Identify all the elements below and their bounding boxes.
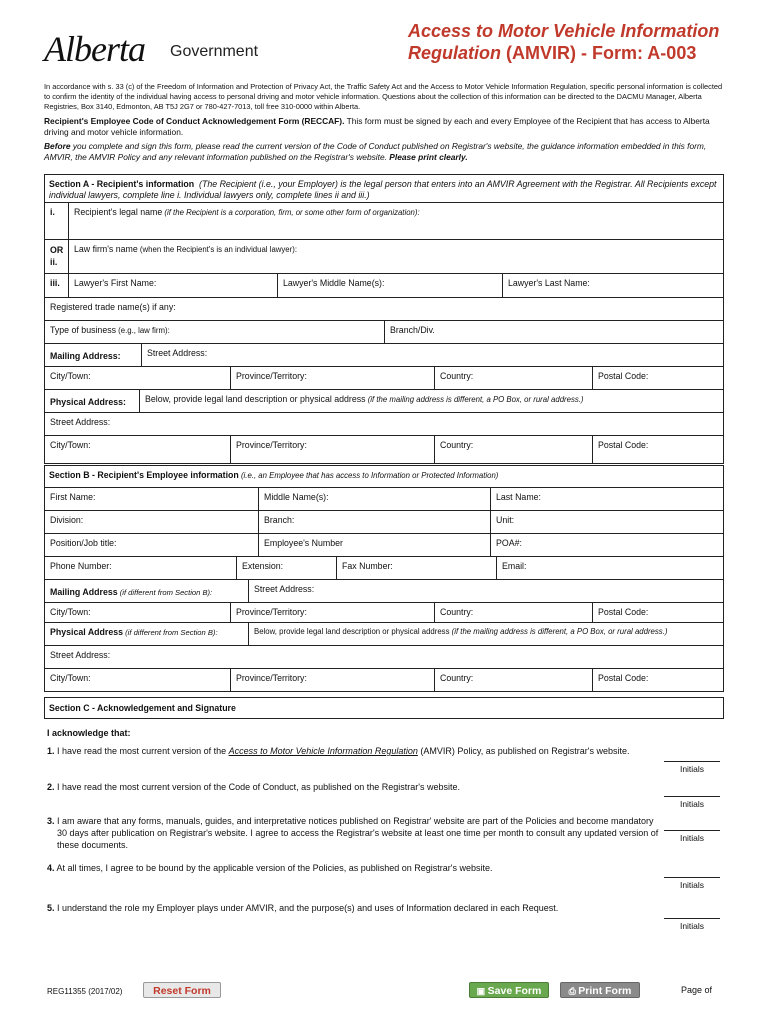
employee-physical-province-field[interactable]: Province/Territory: bbox=[231, 669, 435, 691]
section-b-header: Section B - Recipient's Employee information (i.e., an Employee that has access to Information or Protected Information) bbox=[45, 466, 723, 488]
physical-city-field[interactable]: City/Town: bbox=[45, 436, 231, 463]
ack-item-4: 4. At all times, I agree to be bound by the applicable version of the Policies, as published on Registrar's website. bbox=[47, 863, 493, 873]
employee-number-field[interactable]: Employee's Number bbox=[259, 534, 491, 557]
employee-email-field[interactable]: Email: bbox=[497, 557, 723, 580]
government-label: Government bbox=[170, 43, 259, 60]
section-b bbox=[44, 465, 724, 692]
employee-middle-name-field[interactable]: Middle Name(s): bbox=[259, 488, 491, 511]
employee-physical-note: Below, provide legal land description or physical address (if the mailing address is different, a PO Box, or rural address.) bbox=[249, 623, 723, 646]
recipient-legal-name-field[interactable]: Recipient's legal name (if the Recipient is a corporation, firm, or some other form of organization): bbox=[69, 203, 723, 240]
employee-physical-street-field[interactable]: Street Address: bbox=[45, 646, 723, 669]
ack-item-3: 3. I am aware that any forms, manuals, guides, and interpretative notices published on Registrar' website are part of the Policies and become mandatory 30 days after publication on Registrar's website. I agree to access the Registrar's website at least one time per month to consult any updated version of these documents. bbox=[47, 816, 659, 850]
employee-mailing-country-field[interactable]: Country: bbox=[435, 603, 593, 623]
initials-field-4[interactable]: Initials bbox=[664, 877, 720, 890]
employee-mailing-label: Mailing Address (if different from Section B): bbox=[45, 580, 249, 603]
section-c-header: Section C - Acknowledgement and Signature bbox=[44, 697, 724, 719]
employee-phone-field[interactable]: Phone Number: bbox=[45, 557, 237, 580]
before-instructions: Before you complete and sign this form, please read the current version of the Code of Conduct published on Registrar's website, the guidance information embedded in this form, AMVIR, the AMVIR Policy and any relevant information published on the Registrar's website. Please print clearly. bbox=[44, 141, 707, 162]
physical-country-field[interactable]: Country: bbox=[435, 436, 593, 463]
lawyer-last-name-field[interactable]: Lawyer's Last Name: bbox=[503, 274, 723, 298]
mailing-postal-field[interactable]: Postal Code: bbox=[593, 367, 723, 390]
employee-fax-field[interactable]: Fax Number: bbox=[337, 557, 497, 580]
physical-postal-field[interactable]: Postal Code: bbox=[598, 440, 649, 450]
ack-item-1: 1. I have read the most current version of the Access to Motor Vehicle Information Regulation (AMVIR) Policy, as published on Registrar's website. bbox=[47, 746, 630, 756]
employee-physical-country-field[interactable]: Country: bbox=[435, 669, 593, 691]
initials-field-1[interactable]: Initials bbox=[664, 761, 720, 774]
alberta-logo: Alberta bbox=[44, 29, 145, 69]
law-firm-name-field[interactable]: Law firm's name (when the Recipient's is an individual lawyer): bbox=[69, 240, 723, 274]
physical-address-note: Below, provide legal land description or physical address (if the mailing address is different, a PO Box, or rural address.) bbox=[140, 390, 723, 413]
save-icon: ▣ bbox=[476, 986, 488, 996]
physical-street-field[interactable]: Street Address: bbox=[45, 413, 723, 436]
business-type-field[interactable]: Type of business (e.g., law firm): bbox=[45, 321, 385, 344]
employee-extension-field[interactable]: Extension: bbox=[237, 557, 337, 580]
form-code: REG11355 (2017/02) bbox=[47, 987, 123, 996]
print-form-button[interactable]: ⎙ Print Form bbox=[560, 982, 640, 998]
initials-field-5[interactable]: Initials bbox=[664, 918, 720, 931]
employee-position-field[interactable]: Position/Job title: bbox=[45, 534, 259, 557]
form-title: Access to Motor Vehicle Information Regulation (AMVIR) - Form: A-003 bbox=[408, 21, 720, 63]
ack-item-5: 5. I understand the role my Employer plays under AMVIR, and the purpose(s) and uses of Information declared in each Request. bbox=[47, 903, 559, 913]
row-ii-label: OR ii. bbox=[45, 240, 69, 274]
print-icon: ⎙ bbox=[568, 986, 579, 996]
employee-first-name-field[interactable]: First Name: bbox=[45, 488, 259, 511]
mailing-country-field[interactable]: Country: bbox=[435, 367, 593, 390]
physical-province-field[interactable]: Province/Territory: bbox=[231, 436, 435, 463]
branch-div-field[interactable]: Branch/Div. bbox=[385, 321, 723, 344]
save-form-button[interactable]: ▣ Save Form bbox=[469, 982, 549, 998]
initials-field-2[interactable]: Initials bbox=[664, 796, 720, 809]
employee-mailing-province-field[interactable]: Province/Territory: bbox=[231, 603, 435, 623]
acknowledge-heading: I acknowledge that: bbox=[47, 728, 131, 738]
employee-mailing-postal-field[interactable]: Postal Code: bbox=[593, 603, 723, 623]
privacy-notice: In accordance with s. 33 (c) of the Freedom of Information and Protection of Privacy Act, the Traffic Safety Act and the Access to Motor Vehicle Information Regulation, specific personal information is collected to confirm the identity of the individual having access to personal driving and motor vehicle information. Questions about the collection of this information can be directed to the DACMU Manager, Alberta Registries, Box 3140, Edmonton, AB T5J 2G7 or 780-427-7013, toll free 310-0000 within Alberta. bbox=[44, 82, 723, 111]
lawyer-first-name-field[interactable]: Lawyer's First Name: bbox=[69, 274, 278, 298]
employee-last-name-field[interactable]: Last Name: bbox=[491, 488, 723, 511]
mailing-street-field[interactable]: Street Address: bbox=[142, 344, 723, 367]
employee-physical-city-field[interactable]: City/Town: bbox=[45, 669, 231, 691]
section-a bbox=[44, 174, 724, 464]
physical-address-label: Physical Address: bbox=[45, 390, 140, 413]
section-a-header: Section A - Recipient's information (The Recipient (i.e., your Employer) is the legal person that enters into an AMVIR Agreement with the Registrar. All Recipients except individual lawyers, complete line i. Individual lawyers only, complete lines ii and iii.) bbox=[45, 175, 723, 203]
employee-physical-label: Physical Address (if different from Section B): bbox=[45, 623, 249, 646]
employee-unit-field[interactable]: Unit: bbox=[491, 511, 723, 534]
initials-field-3[interactable]: Initials bbox=[664, 830, 720, 843]
employee-poa-field[interactable]: POA#: bbox=[491, 534, 723, 557]
mailing-address-label: Mailing Address: bbox=[45, 344, 142, 367]
mailing-province-field[interactable]: Province/Territory: bbox=[231, 367, 435, 390]
ack-item-2: 2. I have read the most current version of the Code of Conduct, as published on the Registrar's website. bbox=[47, 782, 460, 792]
trade-names-field[interactable]: Registered trade name(s) if any: bbox=[45, 298, 723, 321]
employee-mailing-city-field[interactable]: City/Town: bbox=[45, 603, 231, 623]
lawyer-middle-name-field[interactable]: Lawyer's Middle Name(s): bbox=[278, 274, 503, 298]
form-purpose: Recipient's Employee Code of Conduct Acknowledgement Form (RECCAF). This form must be signed by each and every Employee of the Recipient that has access to Alberta driving and motor vehicle information. bbox=[44, 116, 710, 137]
employee-physical-postal-field[interactable]: Postal Code: bbox=[598, 673, 649, 683]
reset-form-button[interactable]: Reset Form bbox=[143, 982, 221, 998]
row-i-label: i. bbox=[45, 203, 69, 240]
mailing-city-field[interactable]: City/Town: bbox=[45, 367, 231, 390]
employee-mailing-street-field[interactable]: Street Address: bbox=[249, 580, 723, 603]
employee-division-field[interactable]: Division: bbox=[45, 511, 259, 534]
employee-branch-field[interactable]: Branch: bbox=[259, 511, 491, 534]
row-iii-label: iii. bbox=[45, 274, 69, 298]
page-number: Page of bbox=[681, 985, 713, 995]
